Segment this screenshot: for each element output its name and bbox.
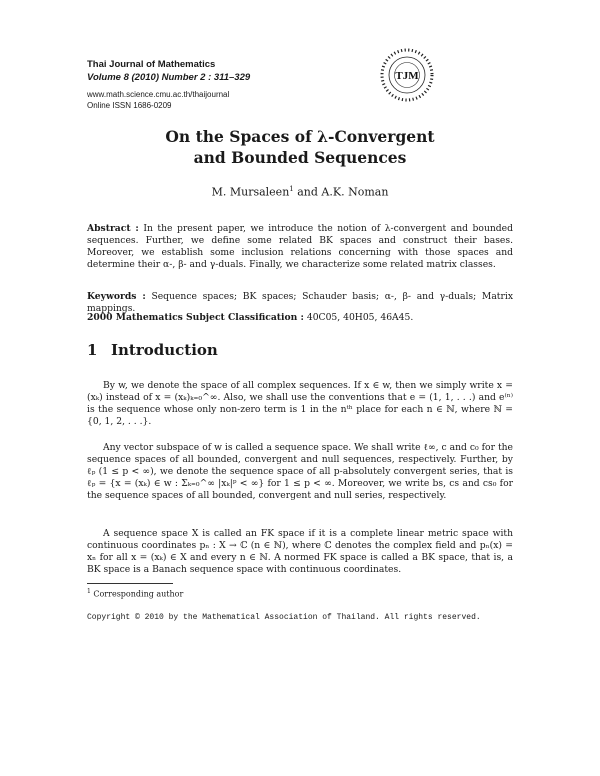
msc-codes: 40C05, 40H05, 46A45. [303, 312, 414, 323]
title-line-1: On the Spaces of λ-Convergent [165, 127, 435, 146]
footnote-text: Corresponding author [90, 589, 184, 599]
journal-name: Thai Journal of Mathematics [87, 59, 216, 70]
footnote-rule [87, 583, 173, 584]
authors [0, 185, 600, 199]
journal-volume: Volume 8 (2010) Number 2 : 311–329 [87, 71, 251, 83]
keywords-text: Sequence spaces; BK spaces; Schauder basis; α-, β- and γ-duals; Matrix mappings. [87, 291, 513, 315]
abstract-label: Abstract : [87, 223, 139, 234]
footnote-mark: 1 [289, 185, 294, 193]
abstract [87, 223, 513, 271]
copyright-notice: Copyright © 2010 by the Mathematical Association of Thailand. All rights reserved. [87, 613, 481, 622]
footnote-number: 1 [87, 588, 91, 595]
section-title: Introduction [111, 341, 218, 359]
intro-paragraph-3: A sequence space X is called an FK space if it is a complete linear metric space with continuous coordinates pₙ : X → ℂ (n ∈ ℕ), where ℂ denotes the complex field and pₙ(x) = xₙ for all x = (xₖ) ∈ X and every n ∈ ℕ. A normed FK space is called a BK space, that is, a BK space is a Banach sequence space with continuous coordinates. [87, 528, 513, 576]
journal-web-info [87, 90, 229, 111]
author-2: and A.K. Noman [293, 185, 389, 199]
section-number: 1 [87, 341, 98, 359]
journal-issn: Online ISSN 1686-0209 [87, 100, 172, 110]
journal-header [87, 59, 250, 84]
section-heading [87, 341, 218, 359]
keywords-label: Keywords : [87, 291, 146, 302]
logo-text: TJM [395, 70, 419, 82]
author-1: M. Mursaleen [211, 185, 290, 199]
title-line-2: and Bounded Sequences [193, 148, 407, 167]
paper-title [0, 126, 600, 168]
msc-label: 2000 Mathematics Subject Classification : [87, 312, 304, 323]
abstract-text: In the present paper, we introduce the notion of λ-convergent and bounded sequences. Further, we define some related BK spaces and construct their bases. Moreover, we establish some inclusion relations concerning with those spaces and determine their α-, β- and γ-duals. Finally, we characterize some related matrix classes. [87, 223, 513, 271]
msc-classification [87, 312, 513, 324]
intro-paragraph-1: By w, we denote the space of all complex sequences. If x ∈ w, then we simply write x = (xₖ) instead of x = (xₖ)ₖ₌₀^∞. Also, we shall use the conventions that e = (1, 1, . . .) and e⁽ⁿ⁾ is the sequence whose only non-zero term is 1 in the nᵗʰ place for each n ∈ ℕ, where ℕ = {0, 1, 2, . . .}. [87, 380, 513, 428]
intro-paragraph-2: Any vector subspace of w is called a sequence space. We shall write ℓ∞, c and c₀ for the sequence spaces of all bounded, convergent and null sequences, respectively. Further, by ℓₚ (1 ≤ p < ∞), we denote the sequence space of all p-absolutely convergent series, that is ℓₚ = {x = (xₖ) ∈ w : Σₖ₌₀^∞ |xₖ|ᵖ < ∞} for 1 ≤ p < ∞. Moreover, we write bs, cs and cs₀ for the sequence spaces of all bounded, convergent and null series, respectively. [87, 442, 513, 502]
journal-logo [374, 47, 440, 103]
footnote [87, 588, 183, 599]
journal-url: www.math.science.cmu.ac.th/thaijournal [87, 90, 230, 99]
